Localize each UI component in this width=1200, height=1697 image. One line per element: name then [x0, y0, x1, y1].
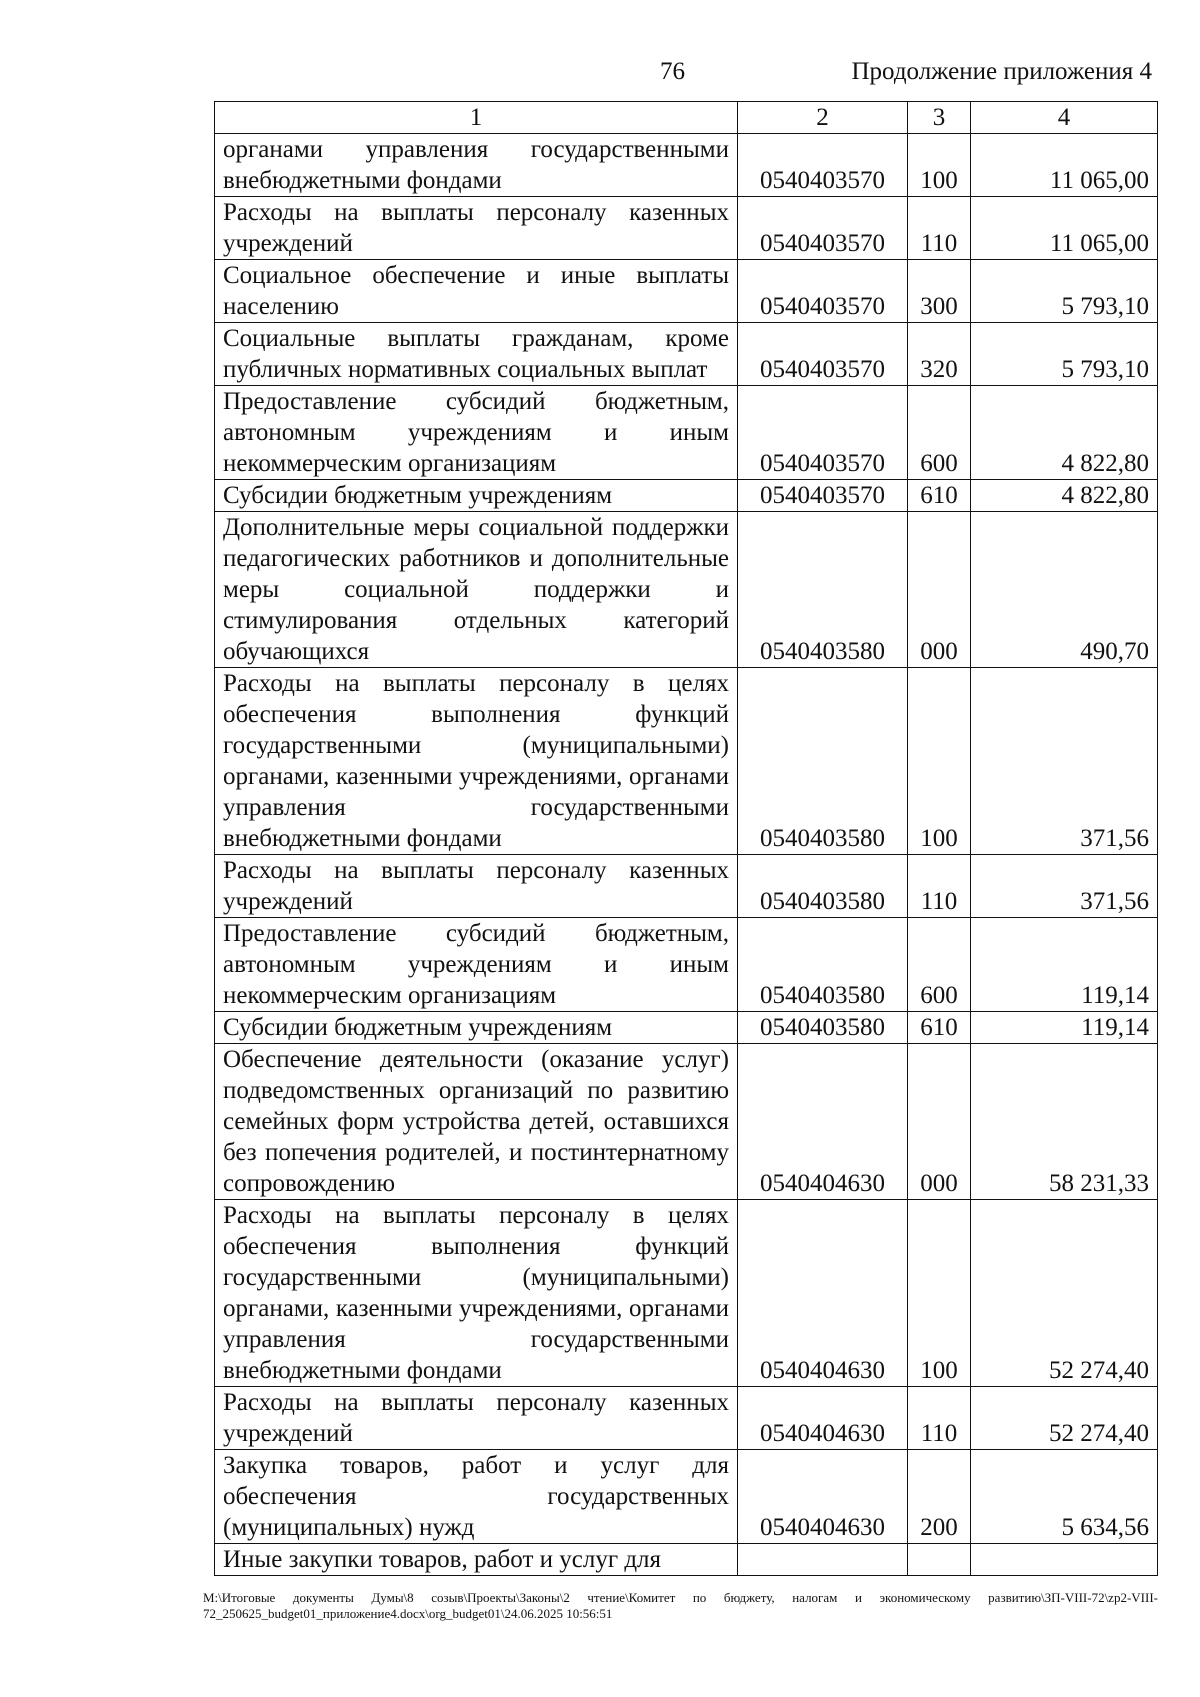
- row-kind-cell: 000: [908, 512, 971, 668]
- row-name-cell: Расходы на выплаты персоналу в целях обеспечения выполнения функций государственными (муниципальными) органами, казенными учреждениями, органами управления государственными внебюджетными фондами: [215, 1200, 738, 1387]
- table-header-row: [215, 102, 1158, 134]
- row-name-cell: Расходы на выплаты персоналу в целях обеспечения выполнения функций государственными (муниципальными) органами, казенными учреждениями, органами управления государственными внебюджетными фондами: [215, 668, 738, 855]
- row-name-cell: Закупка товаров, работ и услуг для обеспечения государственных (муниципальных) нужд: [215, 1450, 738, 1544]
- table-row: [215, 386, 1158, 480]
- row-amount-cell: 371,56: [971, 855, 1158, 918]
- row-code-cell: 0540404630: [738, 1450, 908, 1544]
- row-name-cell: Предоставление субсидий бюджетным, автономным учреждениям и иным некоммерческим организациям: [215, 386, 738, 480]
- row-code-cell: 0540403570: [738, 197, 908, 260]
- row-kind-cell: 110: [908, 1387, 971, 1450]
- row-kind-cell: 110: [908, 197, 971, 260]
- row-name-cell: Иные закупки товаров, работ и услуг для: [215, 1544, 738, 1576]
- column-header: 4: [971, 102, 1158, 134]
- column-header: 1: [215, 102, 738, 134]
- row-kind-cell: 100: [908, 668, 971, 855]
- table-row: [215, 1387, 1158, 1450]
- appendix-continuation-label: Продолжение приложения 4: [851, 58, 1152, 85]
- row-amount-cell: 119,14: [971, 918, 1158, 1012]
- row-kind-cell: 600: [908, 386, 971, 480]
- table-row: [215, 855, 1158, 918]
- row-code-cell: 0540404630: [738, 1200, 908, 1387]
- table-row: [215, 1044, 1158, 1200]
- row-amount-cell: 371,56: [971, 668, 1158, 855]
- row-code-cell: 0540403570: [738, 480, 908, 512]
- row-code-cell: 0540403580: [738, 1012, 908, 1044]
- row-code-cell: 0540403570: [738, 134, 908, 197]
- table-row: [215, 197, 1158, 260]
- page-number: 76: [660, 58, 685, 85]
- row-amount-cell: 5 793,10: [971, 260, 1158, 323]
- row-code-cell: 0540403580: [738, 855, 908, 918]
- row-code-cell: 0540403580: [738, 918, 908, 1012]
- row-name-cell: Субсидии бюджетным учреждениям: [215, 480, 738, 512]
- row-code-cell: 0540403570: [738, 260, 908, 323]
- table-row: [215, 134, 1158, 197]
- row-kind-cell: 610: [908, 480, 971, 512]
- table-row: [215, 323, 1158, 386]
- row-amount-cell: 58 231,33: [971, 1044, 1158, 1200]
- row-name-cell: Расходы на выплаты персоналу казенных учреждений: [215, 1387, 738, 1450]
- row-name-cell: Дополнительные меры социальной поддержки педагогических работников и дополнительные меры социальной поддержки и стимулирования отдельных категорий обучающихся: [215, 512, 738, 668]
- table-row: [215, 1450, 1158, 1544]
- row-name-cell: органами управления государственными внебюджетными фондами: [215, 134, 738, 197]
- row-code-cell: 0540404630: [738, 1387, 908, 1450]
- document-path-footer: М:\Итоговые документы Думы\8 созыв\Проекты\Законы\2 чтение\Комитет по бюджету, налогам и экономическому развитию\ЗП-VIII-72\zp2-VIII-72_250625_budget01_приложение4.docx\org_budget01\24.06.2025 10:56:51: [203, 1590, 1158, 1621]
- row-name-cell: Расходы на выплаты персоналу казенных учреждений: [215, 855, 738, 918]
- row-amount-cell: 11 065,00: [971, 197, 1158, 260]
- table-row: [215, 260, 1158, 323]
- budget-table: [214, 101, 1158, 1576]
- row-kind-cell: 300: [908, 260, 971, 323]
- row-code-cell: 0540403570: [738, 386, 908, 480]
- row-code-cell: 0540403580: [738, 512, 908, 668]
- row-amount-cell: 4 822,80: [971, 386, 1158, 480]
- table-row: [215, 512, 1158, 668]
- row-name-cell: Обеспечение деятельности (оказание услуг) подведомственных организаций по развитию семейных форм устройства детей, оставшихся без попечения родителей, и постинтернатному сопровождению: [215, 1044, 738, 1200]
- row-kind-cell: [908, 1544, 971, 1576]
- table-row: [215, 480, 1158, 512]
- row-code-cell: 0540403570: [738, 323, 908, 386]
- row-kind-cell: 600: [908, 918, 971, 1012]
- row-kind-cell: 110: [908, 855, 971, 918]
- row-name-cell: Расходы на выплаты персоналу казенных учреждений: [215, 197, 738, 260]
- row-name-cell: Субсидии бюджетным учреждениям: [215, 1012, 738, 1044]
- row-amount-cell: 52 274,40: [971, 1200, 1158, 1387]
- row-amount-cell: 5 793,10: [971, 323, 1158, 386]
- table-row: [215, 1544, 1158, 1576]
- table-row: [215, 1200, 1158, 1387]
- row-name-cell: Социальное обеспечение и иные выплаты населению: [215, 260, 738, 323]
- row-amount-cell: 5 634,56: [971, 1450, 1158, 1544]
- row-amount-cell: 11 065,00: [971, 134, 1158, 197]
- row-amount-cell: 119,14: [971, 1012, 1158, 1044]
- table-row: [215, 918, 1158, 1012]
- row-amount-cell: [971, 1544, 1158, 1576]
- row-kind-cell: 610: [908, 1012, 971, 1044]
- row-code-cell: [738, 1544, 908, 1576]
- column-header: 3: [908, 102, 971, 134]
- row-code-cell: 0540404630: [738, 1044, 908, 1200]
- row-kind-cell: 200: [908, 1450, 971, 1544]
- row-name-cell: Социальные выплаты гражданам, кроме публичных нормативных социальных выплат: [215, 323, 738, 386]
- row-amount-cell: 4 822,80: [971, 480, 1158, 512]
- table-row: [215, 1012, 1158, 1044]
- row-code-cell: 0540403580: [738, 668, 908, 855]
- column-header: 2: [738, 102, 908, 134]
- row-kind-cell: 000: [908, 1044, 971, 1200]
- row-kind-cell: 100: [908, 1200, 971, 1387]
- row-kind-cell: 100: [908, 134, 971, 197]
- row-name-cell: Предоставление субсидий бюджетным, автономным учреждениям и иным некоммерческим организациям: [215, 918, 738, 1012]
- row-amount-cell: 490,70: [971, 512, 1158, 668]
- table-row: [215, 668, 1158, 855]
- row-kind-cell: 320: [908, 323, 971, 386]
- row-amount-cell: 52 274,40: [971, 1387, 1158, 1450]
